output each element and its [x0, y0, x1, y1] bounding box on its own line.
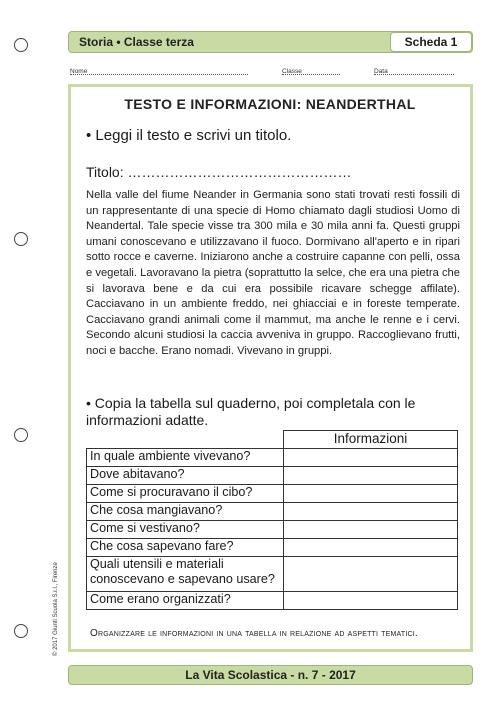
question-cell: Che cosa sapevano fare?: [87, 539, 284, 557]
objective-note: Organizzare le informazioni in una tabella in relazione ad aspetti tematici.: [90, 628, 418, 639]
binder-hole: [14, 624, 28, 638]
question-cell: Come erano organizzati?: [87, 592, 284, 610]
reading-text: Nella valle del fiume Neander in Germania sono stati trovati resti fossili di un rappresentante di una specie di Homo chiamato dagli studiosi Uomo di Neandertal. Tale specie visse tra 300 mila e 30 mila anni fa. Questi gruppi umani conoscevano e utilizzavano il fuoco. Dormivano all'aperto e in ripari sotto rocce e caverne. Iniziarono anche a costruire capanne con pelli, ossa e vegetali. Lavoravano la pietra (soprattutto la selce, che era una pietra che si lavorava bene e da cui era possibile ricavare schegge affilate). Cacciavano in un ambiente freddo, nei ghiacciai e in foreste temperate. Cacciavano grandi animali come il mammut, ma anche le renne e i cervi. Secondo alcuni studiosi la caccia avveniva in gruppo. Raccoglievano frutti, noci e bacche. Erano nomadi. Vivevano in gruppi.: [86, 189, 460, 357]
question-cell: Come si vestivano?: [87, 521, 284, 539]
table-row: [87, 557, 458, 592]
table-row: [87, 485, 458, 503]
answer-cell[interactable]: [284, 485, 458, 503]
name-label: Nome: [70, 68, 88, 75]
header-bar: [68, 31, 473, 53]
info-table: [86, 430, 458, 610]
binder-hole: [14, 232, 28, 246]
binder-hole: [14, 38, 28, 52]
class-label: Classe: [282, 68, 302, 75]
subject-label: Storia • Classe terza: [79, 35, 194, 49]
question-cell: Quali utensili e materiali conoscevano e sapevano usare?: [87, 557, 284, 592]
answer-cell[interactable]: [284, 449, 458, 467]
table-header-empty: [87, 431, 284, 449]
date-field[interactable]: [374, 68, 454, 75]
table-row: [87, 449, 458, 467]
table-row: [87, 521, 458, 539]
binder-hole: [14, 428, 28, 442]
sheet-label: Scheda 1: [390, 32, 472, 52]
question-cell: Dove abitavano?: [87, 467, 284, 485]
instruction-table: • Copia la tabella sul quaderno, poi completala con le informazioni adatte.: [86, 395, 416, 428]
answer-cell[interactable]: [284, 503, 458, 521]
page-title: TESTO E INFORMAZIONI: NEANDERTHAL: [124, 96, 416, 112]
class-field[interactable]: [282, 68, 340, 75]
question-cell: Che cosa mangiavano?: [87, 503, 284, 521]
date-label: Data: [374, 68, 388, 75]
table-row: [87, 503, 458, 521]
title-line[interactable]: Titolo: …………………………………………: [86, 164, 352, 180]
question-cell: Come si procuravano il cibo?: [87, 485, 284, 503]
answer-cell[interactable]: [284, 467, 458, 485]
answer-cell[interactable]: [284, 539, 458, 557]
table-header-info: Informazioni: [284, 431, 458, 449]
answer-cell[interactable]: [284, 592, 458, 610]
answer-cell[interactable]: [284, 521, 458, 539]
answer-cell[interactable]: [284, 557, 458, 592]
name-field[interactable]: [70, 68, 248, 75]
table-row: [87, 467, 458, 485]
question-cell: In quale ambiente vivevano?: [87, 449, 284, 467]
copyright-text: © 2017 Giunti Scuola S.r.l., Firenze: [53, 562, 59, 656]
instruction-read: • Leggi il testo e scrivi un titolo.: [86, 127, 292, 144]
footer-bar: La Vita Scolastica - n. 7 - 2017: [68, 665, 473, 685]
table-row: [87, 539, 458, 557]
table-row: [87, 592, 458, 610]
